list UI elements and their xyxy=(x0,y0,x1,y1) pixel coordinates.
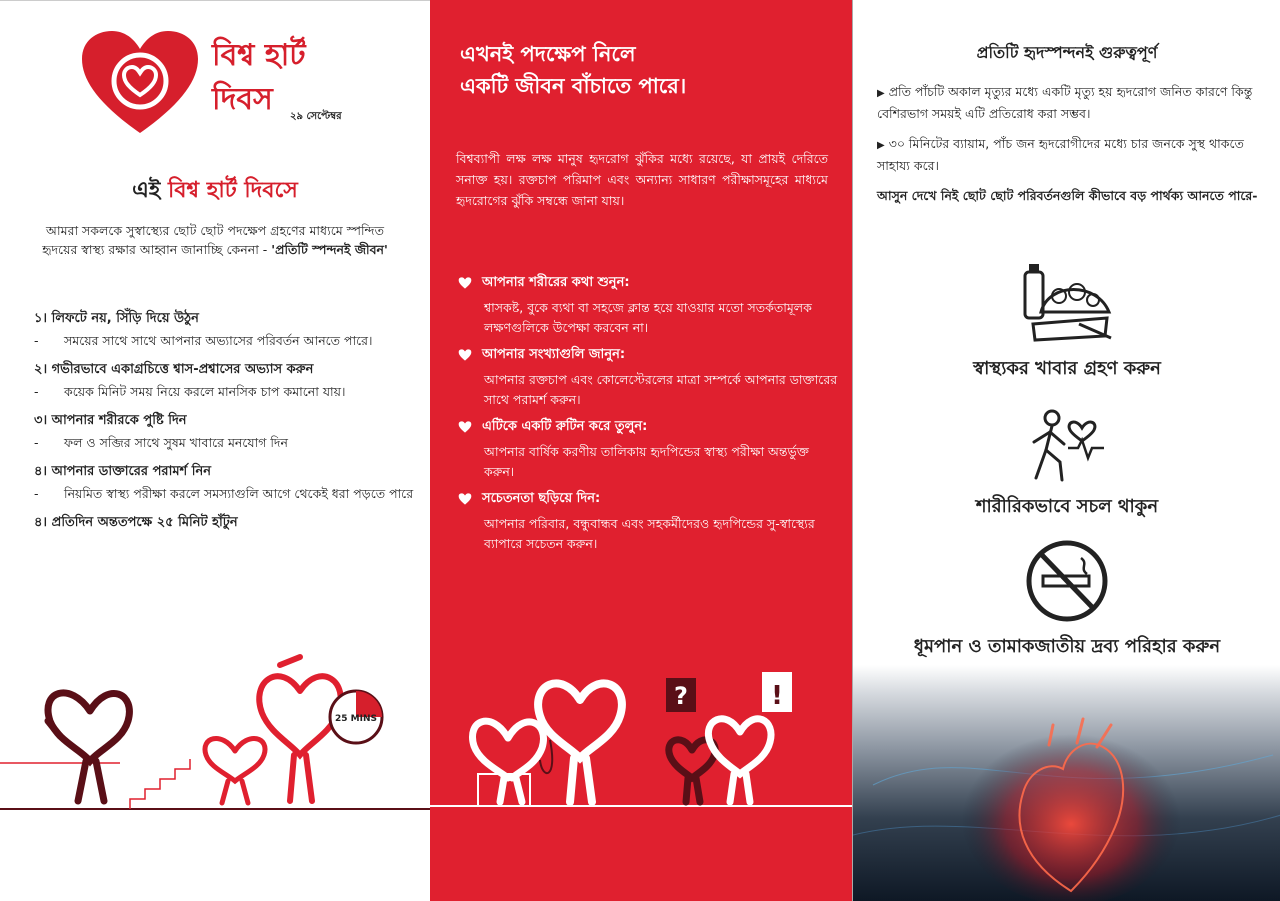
list-item xyxy=(458,344,838,410)
logo-title xyxy=(212,39,306,117)
heading-prefix: এই xyxy=(132,178,161,203)
step-title: ১। লিফটে নয়, সিঁড়ি দিয়ে উঠুন xyxy=(34,311,199,326)
bullet-body: আপনার রক্তচাপ এবং কোলেস্টেরলের মাত্রা সম্পর্কে আপনার ডাক্তারের সাথে পরামর্শ করুন। xyxy=(484,372,838,407)
bullet-head: এটিকে একটি রুটিন করে তুলুন: xyxy=(482,419,648,434)
panel-right xyxy=(852,0,1280,901)
facts-list xyxy=(877,82,1262,206)
list-item xyxy=(877,82,1262,124)
intro-text: আমরা সকলকে সুস্বাস্থ্যের ছোট ছোট পদক্ষেপ গ্রহণের মাধ্যমে স্পন্দিত হৃদয়ের স্বাস্থ্য রক্ষার আহ্বান জানাচ্ছি কেননা - xyxy=(42,223,384,257)
triangle-bullet-icon: ▶ xyxy=(877,140,885,151)
step-sub: নিয়মিত স্বাস্থ্য পরীক্ষা করলে সমস্যাগুলি আগে থেকেই ধরা পড়তে পারে xyxy=(64,486,414,501)
list-item xyxy=(458,416,838,482)
triangle-bullet-icon: ▶ xyxy=(877,88,885,99)
panel2-title-line2: একটি জীবন বাঁচাতে পারে। xyxy=(460,74,687,98)
anatomical-heart-image xyxy=(853,665,1280,901)
heart-characters-illustration xyxy=(0,651,430,831)
panel2-paragraph: বিশ্বব্যাপী লক্ষ লক্ষ মানুষ হৃদরোগ ঝুঁকির মধ্যে রয়েছে, যা প্রায়ই দেরিতে সনাক্ত হয়। রক্তচাপ পরিমাপ এবং অন্যান্য সাধারণ পরীক্ষাসমূহের মাধ্যমে হৃদরোগের ঝুঁকি সম্বন্ধে জানা যায়। xyxy=(456,151,828,208)
list-item xyxy=(877,134,1262,176)
logo-title-line2: দিবস xyxy=(212,82,273,117)
fact-text: ৩০ মিনিটের ব্যায়াম, পাঁচ জন হৃদরোগীদের মধ্যে চার জনকে সুস্থ থাকতে সাহায্য করে। xyxy=(877,136,1244,173)
step-sub: ফল ও সব্জির সাথে সুষম খাবারে মনযোগ দিন xyxy=(64,435,288,450)
step-sub: কয়েক মিনিট সময় নিয়ে করলে মানসিক চাপ কমানো যায়। xyxy=(64,384,346,399)
walking-person-icon xyxy=(1022,408,1112,484)
list-item xyxy=(34,513,414,533)
list-item: ১। লিফটে নয়, সিঁড়ি দিয়ে উঠুন - সময়ের সাথে সাথে আপনার অভ্যাসের পরিবর্তন আনতে পারে। xyxy=(34,309,414,350)
step-sub: সময়ের সাথে সাথে আপনার অভ্যাসের পরিবর্তন আনতে পারে। xyxy=(64,333,373,348)
heading-highlight: বিশ্ব হার্ট দিবসে xyxy=(168,178,298,203)
panel1-heading xyxy=(0,173,430,210)
bullet-body: আপনার বার্ষিক করণীয় তালিকায় হৃদপিন্ডের স্বাস্থ্য পরীক্ষা অন্তর্ভুক্ত করুন। xyxy=(484,444,809,479)
question-mark-icon: ? xyxy=(674,682,688,710)
panel2-title xyxy=(460,38,686,102)
steps-list xyxy=(34,309,414,543)
step-title: ৪। আপনার ডাক্তারের পরামর্শ নিন xyxy=(34,464,212,479)
logo-title-line1: বিশ্ব হার্ট xyxy=(212,38,306,73)
no-smoking-label: ধূমপান ও তামাকজাতীয় দ্রব্য পরিহার করুন xyxy=(913,636,1221,657)
heart-logo-icon xyxy=(80,29,200,139)
step-title: ২। গভীরভাবে একাগ্রচিত্তে শ্বাস-প্রশ্বাসের অভ্যাস করুন xyxy=(34,362,314,377)
list-item: ৩। আপনার শরীরকে পুষ্টি দিন - ফল ও সব্জির সাথে সুষম খাবারে মনযোগ দিন xyxy=(34,411,414,452)
panel2-title-line1: এখনই পদক্ষেপ নিলে xyxy=(460,42,636,66)
panel-middle xyxy=(430,0,852,901)
food-block xyxy=(853,262,1280,385)
bullet-head: সচেতনতা ছড়িয়ে দিন: xyxy=(482,491,601,506)
heart-bullet-icon xyxy=(458,492,472,506)
panel1-intro xyxy=(30,221,400,259)
food-label: স্বাস্থ্যকর খাবার গ্রহণ করুন xyxy=(973,358,1161,379)
heart-bullet-icon xyxy=(458,348,472,362)
list-item xyxy=(458,488,838,554)
clock-icon xyxy=(330,691,382,743)
food-icon xyxy=(1019,262,1115,346)
bullet-head: আপনার শরীরের কথা শুনুন: xyxy=(482,275,630,290)
fact-text: প্রতি পাঁচটি অকাল মৃত্যুর মধ্যে একটি মৃত্যু হয় হৃদরোগ জনিত কারণে কিন্তু বেশিরভাগ সময়ই এটি প্রতিরোধ করা সম্ভব। xyxy=(877,84,1253,121)
list-item: ৪। আপনার ডাক্তারের পরামর্শ নিন - নিয়মিত স্বাস্থ্য পরীক্ষা করলে সমস্যাগুলি আগে থেকেই ধরা পড়তে পারে xyxy=(34,464,414,501)
no-smoking-icon xyxy=(1023,538,1111,624)
step-title: ৪। প্রতিদিন অন্ততপক্ষে ২৫ মিনিট হাঁটুন xyxy=(34,515,238,530)
list-item xyxy=(458,272,838,338)
active-label: শারীরিকভাবে সচল থাকুন xyxy=(975,496,1159,517)
heart-glow-graphic xyxy=(853,665,1280,901)
exclamation-icon: ! xyxy=(771,681,783,711)
advice-list xyxy=(458,272,838,560)
facts-intro: আসুন দেখে নিই ছোট ছোট পরিবর্তনগুলি কীভাবে বড় পার্থক্য আনতে পারে- xyxy=(877,188,1258,203)
list-item: ২। গভীরভাবে একাগ্রচিত্তে শ্বাস-প্রশ্বাসের অভ্যাস করুন - কয়েক মিনিট সময় নিয়ে করলে মানসিক চাপ কমানো যায়। xyxy=(34,360,414,401)
bullet-body: শ্বাসকষ্ট, বুকে ব্যথা বা সহজে ক্লান্ত হয়ে যাওয়ার মতো সতর্কতামূলক লক্ষণগুলিকে উপেক্ষা করবেন না। xyxy=(484,300,812,335)
active-block xyxy=(853,408,1280,523)
bullet-head: আপনার সংখ্যাগুলি জানুন: xyxy=(482,347,626,362)
heart-bullet-icon xyxy=(458,276,472,290)
clock-label: 25 MINS xyxy=(335,714,377,724)
logo-date: ২৯ সেপ্টেম্বর xyxy=(290,111,342,122)
panel-left xyxy=(0,0,430,901)
step-title: ৩। আপনার শরীরকে পুষ্টি দিন xyxy=(34,413,187,428)
no-smoking-block xyxy=(853,538,1280,663)
intro-bold: 'প্রতিটি স্পন্দনই জীবন' xyxy=(271,242,388,257)
panel3-title: প্রতিটি হৃদস্পন্দনই গুরুত্বপূর্ণ xyxy=(976,43,1158,62)
doctor-heart-illustration xyxy=(430,660,852,840)
heart-bullet-icon xyxy=(458,420,472,434)
bullet-body: আপনার পরিবার, বন্ধুবান্ধব এবং সহকর্মীদেরও হৃদপিন্ডের সু-স্বাস্থ্যের ব্যাপারে সচেতন করুন। xyxy=(484,516,815,551)
